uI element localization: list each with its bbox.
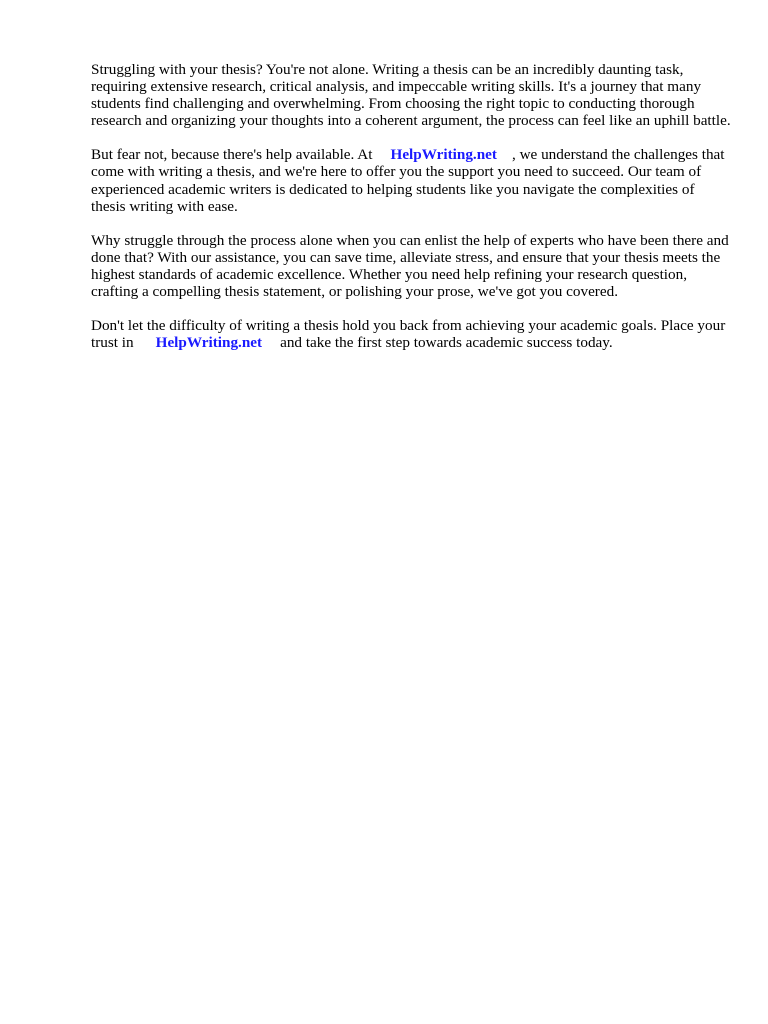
paragraph-why-struggle: Why struggle through the process alone when you can enlist the help of experts who have been there and done that? With our assistance, you can save time, alleviate stress, and ensure that your thesis meets the highest standards of academic excellence. Whether you need help refining your research question, crafting a compelling thesis statement, or polishing your prose, we've got you covered. <box>91 231 729 301</box>
paragraph-call-to-action <box>91 317 731 351</box>
helpwriting-link[interactable]: HelpWriting.net <box>155 334 263 352</box>
helpwriting-link[interactable]: HelpWriting.net <box>390 146 497 164</box>
paragraph-intro: Struggling with your thesis? You're not alone. Writing a thesis can be an incredibly daunting task, requiring extensive research, critical analysis, and impeccable writing skills. It's a journey that many students find challenging and overwhelming. From choosing the right topic to conducting thorough research and organizing your thoughts into a coherent argument, the process can feel like an uphill battle. <box>91 61 731 130</box>
paragraph-text: But fear not, because there's help available. At <box>91 146 373 164</box>
document-page <box>91 61 731 368</box>
paragraph-text: Don't let the difficulty of writing a thesis hold you back from achieving your academic goals. Place your trust in <box>91 317 726 352</box>
paragraph-text: , we understand the challenges that come with writing a thesis, and we're here to offer you the support you need to succeed. Our team of experienced academic writers is dedicated to helping students like you navigate the complexities of thesis writing with ease. <box>91 146 725 215</box>
paragraph-help-available <box>91 146 731 214</box>
paragraph-text: and take the first step towards academic success today. <box>280 334 613 352</box>
